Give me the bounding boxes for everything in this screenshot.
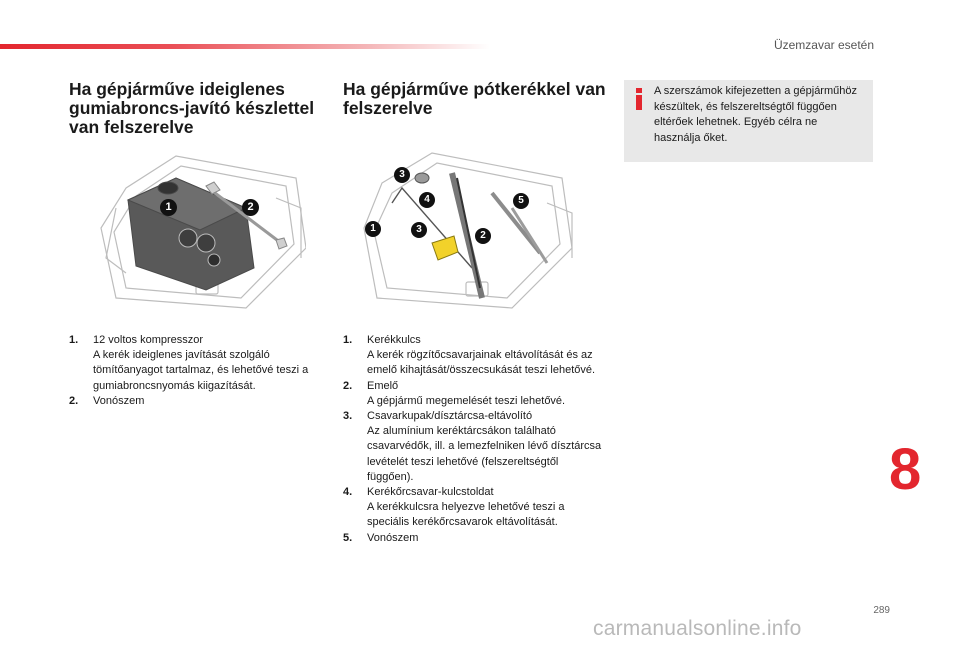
- item-description: A kerék ideiglenes javítását szolgáló tömítőanyagot tartalmaz, és lehetővé teszi a gumiabroncsnyomás kiigazítását.: [93, 349, 309, 392]
- spare-wheel-list: [343, 333, 605, 546]
- callout-5: 5: [513, 193, 529, 209]
- callout-1: 1: [365, 221, 381, 237]
- item-title: 12 voltos kompresszor: [93, 334, 204, 346]
- info-icon: [629, 87, 649, 111]
- list-item: [343, 531, 605, 546]
- list-item: [343, 379, 605, 409]
- item-description: A kerékkulcsra helyezve lehetővé teszi a speciális kerékőrcsavarok eltávolítását.: [367, 501, 565, 529]
- top-accent-bar: [0, 44, 490, 49]
- chapter-title: Üzemzavar esetén: [773, 38, 874, 52]
- list-item: [343, 333, 605, 379]
- item-number: 1.: [343, 334, 353, 346]
- item-title: Vonószem: [367, 531, 419, 544]
- callout-3-top: 3: [394, 167, 410, 183]
- callout-1: 1: [160, 199, 177, 216]
- page-number: 289: [873, 605, 890, 616]
- item-description: A gépjármű megemelését teszi lehetővé.: [367, 394, 566, 407]
- list-item: [69, 394, 325, 409]
- list-item: [343, 409, 605, 485]
- item-number: 2.: [343, 379, 353, 392]
- list-item: [69, 333, 325, 394]
- list-item: [343, 485, 605, 531]
- callout-3-bottom: 3: [411, 222, 427, 238]
- item-title: Kerékőrcsavar-kulcstoldat: [367, 486, 494, 499]
- callout-2: 2: [242, 199, 259, 216]
- watermark: carmanualsonline.info: [593, 617, 802, 640]
- middle-heading: Ha gépjárműve pótkerékkel van felszerelve: [343, 79, 606, 118]
- info-box: [624, 80, 873, 162]
- item-number: 4.: [343, 486, 353, 499]
- item-description: A kerék rögzítőcsavarjainak eltávolítását és az emelő kihajtását/összecsukását teszi lehetővé.: [367, 349, 596, 377]
- repair-kit-illustration: [96, 148, 306, 310]
- spare-wheel-tools-illustration: [362, 148, 580, 310]
- item-number: 5.: [343, 531, 353, 544]
- callout-2: 2: [475, 228, 491, 244]
- item-number: 2.: [69, 394, 79, 407]
- item-title: Csavarkupak/dísztárcsa-eltávolító: [367, 410, 533, 423]
- item-title: Emelő: [367, 379, 399, 392]
- left-heading: Ha gépjárműve ideiglenes gumiabroncs-javító készlettel van felszerelve: [69, 79, 315, 137]
- repair-kit-list: [69, 333, 325, 409]
- item-number: 3.: [343, 410, 353, 423]
- info-text: A szerszámok kifejezetten a gépjárműhöz készültek, és felszereltségtől függően eltérőek lehetnek. Egyéb célra ne használja őket.: [654, 85, 857, 144]
- item-description: Az alumínium keréktárcsákon található csavarvédők, ill. a lemezfelniken lévő dísztárcsa levételét teszi lehetővé (felszereltségtől függően).: [367, 425, 602, 483]
- item-title: Vonószem: [93, 394, 145, 407]
- chapter-number: 8: [889, 437, 922, 502]
- item-title: Kerékkulcs: [367, 334, 421, 346]
- callout-4: 4: [419, 192, 435, 208]
- item-number: 1.: [69, 334, 79, 346]
